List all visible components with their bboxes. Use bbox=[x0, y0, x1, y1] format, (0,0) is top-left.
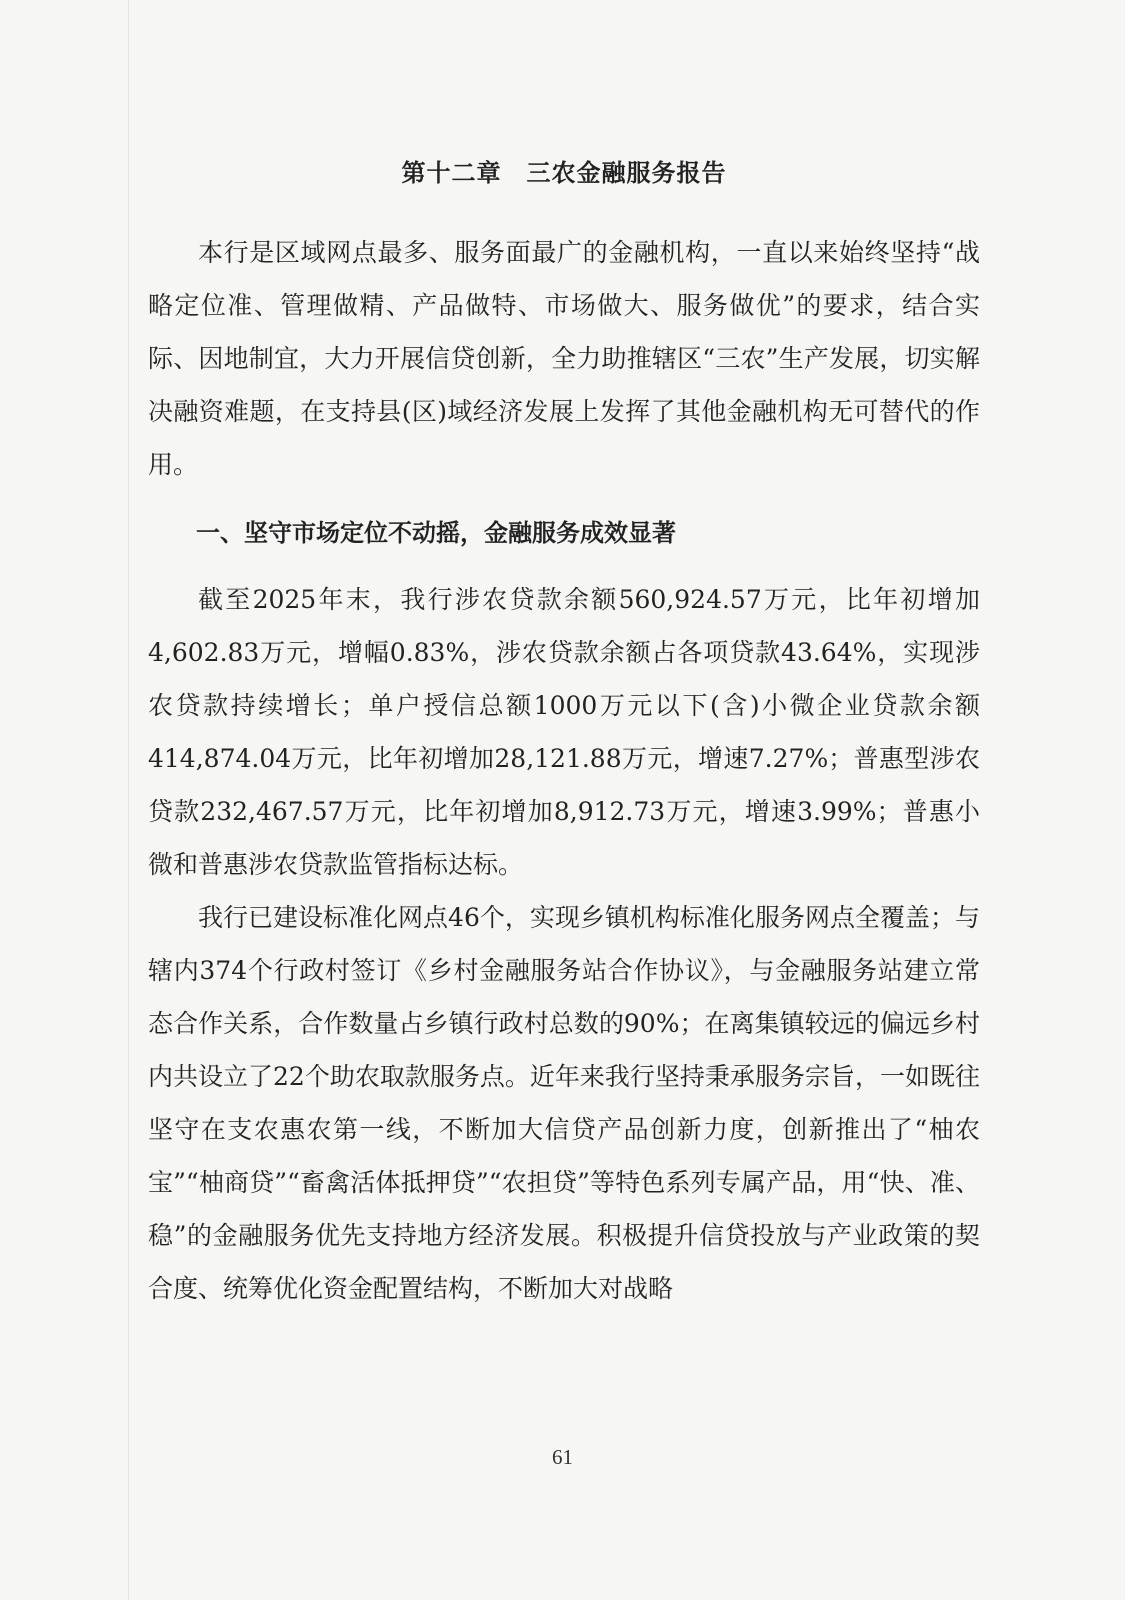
service-network-paragraph: 我行已建设标准化网点46个，实现乡镇机构标准化服务网点全覆盖；与辖内374个行政村签订《乡村金融服务站合作协议》，与金融服务站建立常态合作关系，合作数量占乡镇行政村总数的90%；在离集镇较远的偏远乡村内共设立了22个助农取款服务点。近年来我行坚持秉承服务宗旨，一如既往坚守在支农惠农第一线，不断加大信贷产品创新力度，创新推出了“柚农宝”“柚商贷”“畜禽活体抵押贷”“农担贷”等特色系列专属产品，用“快、准、稳”的金融服务优先支持地方经济发展。积极提升信贷投放与产业政策的契合度、统筹优化资金配置结构，不断加大对战略 bbox=[148, 903, 980, 1303]
page-number: 61 bbox=[552, 1445, 573, 1469]
chapter-title: 第十二章 三农金融服务报告 bbox=[401, 159, 727, 187]
loan-statistics-paragraph: 截至2025年末，我行涉农贷款余额560,924.57万元，比年初增加4,602.83万元，增幅0.83%，涉农贷款余额占各项贷款43.64%，实现涉农贷款持续增长；单户授信总额1000万元以下(含)小微企业贷款余额414,874.04万元，比年初增加28,121.88万元，增速7.27%；普惠型涉农贷款232,467.57万元，比年初增加8,912.73万元，增速3.99%；普惠小微和普惠涉农贷款监管指标达标。 bbox=[148, 585, 980, 879]
section-heading: 一、坚守市场定位不动摇，金融服务成效显著 bbox=[196, 519, 676, 547]
page-edge-line bbox=[128, 0, 129, 1600]
page-content bbox=[148, 150, 980, 1315]
intro-paragraph: 本行是区域网点最多、服务面最广的金融机构，一直以来始终坚持“战略定位准、管理做精、产品做特、市场做大、服务做优”的要求，结合实际、因地制宜，大力开展信贷创新，全力助推辖区“三农”生产发展，切实解决融资难题，在支持县(区)域经济发展上发挥了其他金融机构无可替代的作用。 bbox=[148, 238, 980, 479]
